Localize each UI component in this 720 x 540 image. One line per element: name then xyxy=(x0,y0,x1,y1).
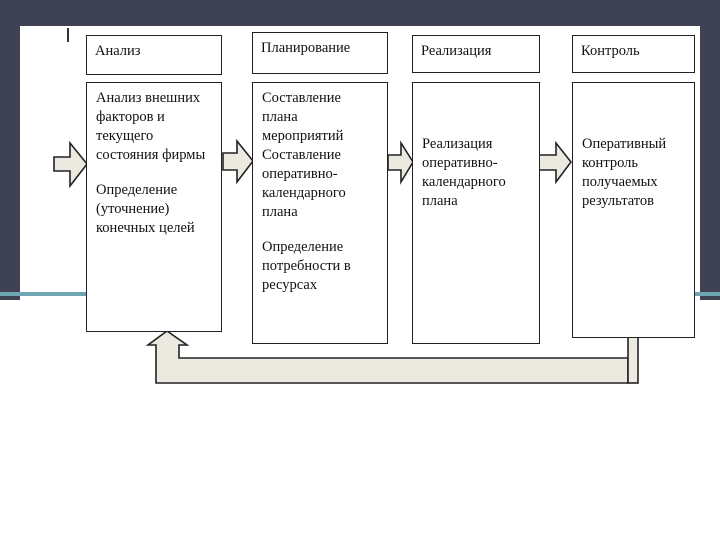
step-control-title-text: Контроль xyxy=(581,43,640,59)
step-planning-item: Определение потребности в ресурсах xyxy=(262,239,351,293)
step-planning-title xyxy=(252,32,388,74)
step-control-title xyxy=(572,35,695,73)
step-planning-body xyxy=(252,82,388,344)
step-control-item: Оперативный контроль получаемых результатов xyxy=(582,136,667,209)
step-implementation-title-text: Реализация xyxy=(421,43,492,59)
step-control-body xyxy=(572,82,695,338)
step-analysis-title xyxy=(86,35,222,75)
step-implementation-title xyxy=(412,35,540,73)
step-planning-item: Составление плана мероприятий Составление оперативно-календарного плана xyxy=(262,90,346,220)
arrow-implementation-to-control xyxy=(538,143,571,182)
step-implementation-body xyxy=(412,82,540,344)
step-analysis-body xyxy=(86,82,222,332)
arrow-analysis-to-planning xyxy=(223,141,253,182)
feedback-riser xyxy=(628,337,638,383)
step-analysis-item: Анализ внешних факторов и текущего состояния фирмы xyxy=(96,90,206,163)
step-analysis-item: Определение (уточнение) конечных целей xyxy=(96,182,195,236)
input-arrow xyxy=(54,143,87,186)
step-implementation-item: Реализация оперативно-календарного плана xyxy=(422,136,506,209)
step-planning-title-text: Планирование xyxy=(261,40,351,56)
step-analysis-title-text: Анализ xyxy=(95,43,141,59)
arrow-planning-to-implementation xyxy=(388,143,413,182)
feedback-arrow xyxy=(148,331,628,383)
